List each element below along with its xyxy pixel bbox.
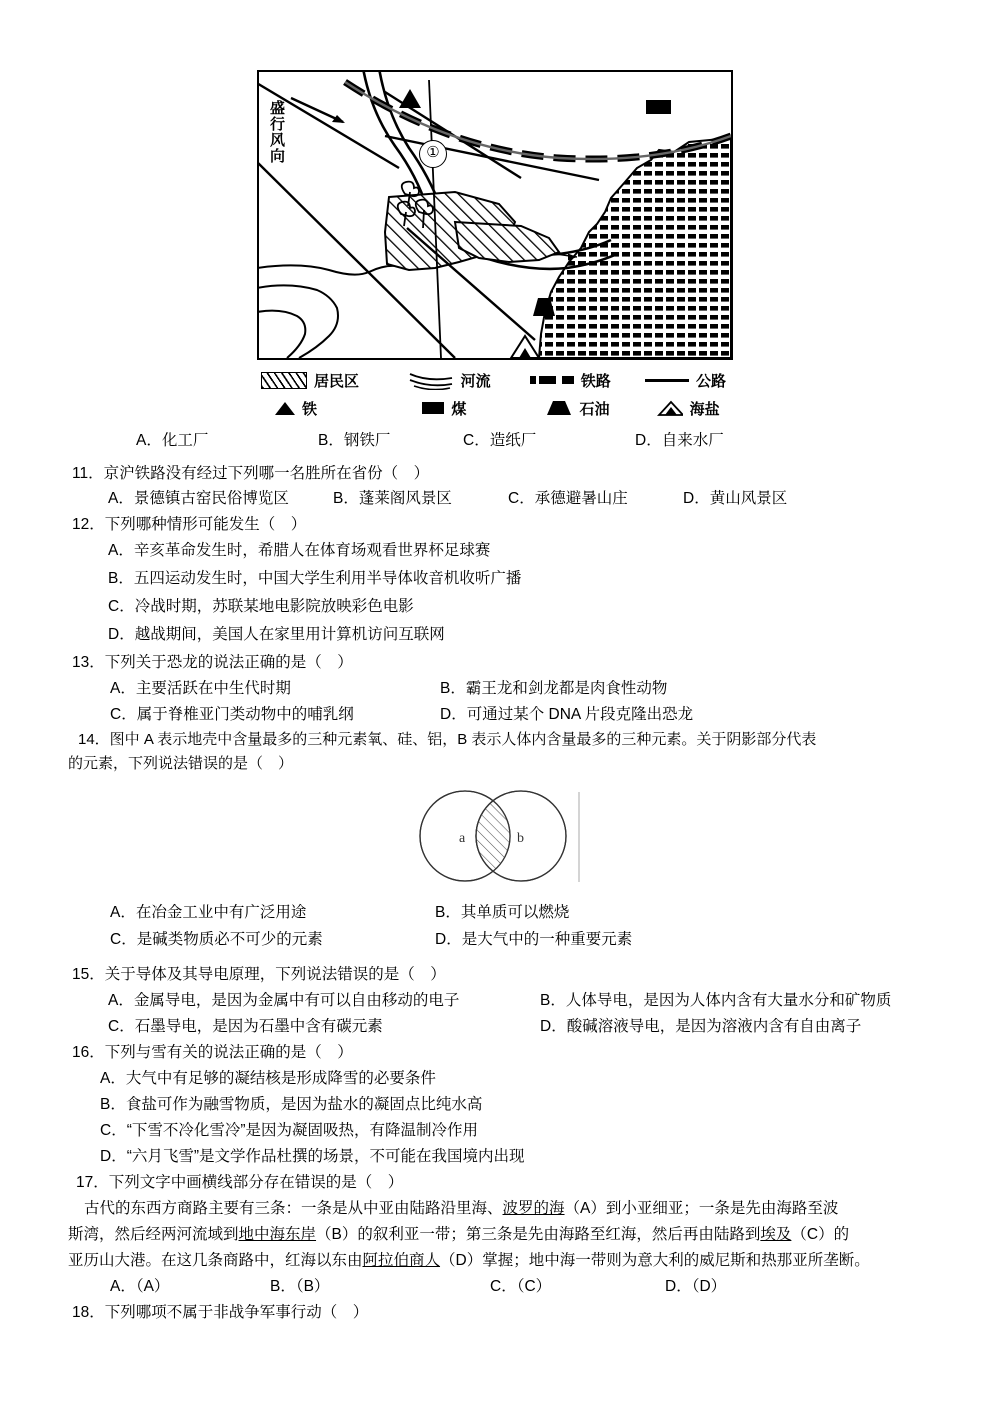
q14-stem-text-1: 14．图中 A 表示地壳中含量最多的三种元素氧、硅、铝，B 表示人体内含量最多的三种元素。关于阴影部分代表 [78,731,817,748]
q15-options-row1 [0,988,991,1010]
q11-option-b[interactable]: B．蓬莱阁风景区 [333,490,452,507]
legend-row-2 [257,394,733,422]
q18-stem [0,1300,991,1322]
q17-option-c[interactable]: C．（C） [490,1278,552,1295]
q15-options-row2 [0,1014,991,1036]
q10-option-a[interactable]: A．化工厂 [136,432,209,449]
legend-label: 居民区 [314,372,360,390]
q17-underline-a: 波罗的海 [502,1200,565,1217]
q11-option-d[interactable]: D．黄山风景区 [683,490,788,507]
q14-option-c[interactable]: C．是碱类物质必不可少的元素 [110,931,323,948]
solid-line-icon [645,379,689,382]
q14-option-b[interactable]: B．其单质可以燃烧 [435,904,570,921]
q14-options-row2 [0,927,991,949]
map-legend [257,366,733,422]
q13-options-row2 [0,702,991,724]
q10-option-d[interactable]: D．自来水厂 [635,432,724,449]
q11-options [0,486,991,508]
q12-stem-text: 12．下列哪种情形可能发生（ ） [72,516,307,533]
q17-text-p6: 亚历山大港。在这几条商路中，红海以东由 [68,1252,363,1269]
black-rect-icon [422,402,444,414]
q17-stem-text: 17．下列文字中画横线部分存在错误的是（ ） [76,1174,404,1191]
q13-options-row1 [0,676,991,698]
q17-text-p7: （D）掌握；地中海一带则为意大利的威尼斯和热那亚所垄断。 [440,1252,870,1269]
legend-residential [257,370,408,391]
trapezoid-icon [546,400,572,416]
legend-label: 石油 [579,400,610,418]
legend-label: 公路 [696,372,727,390]
map-figure [257,70,733,420]
legend-label: 铁路 [580,372,611,390]
legend-river [408,370,530,391]
legend-salt [647,398,733,419]
river-lines-icon [408,370,454,390]
q13-stem [0,650,991,672]
q13-option-a[interactable]: A．主要活跃在中生代时期 [110,680,291,697]
q10-option-b[interactable]: B．钢铁厂 [318,432,391,449]
venn-label-b: b [517,831,524,846]
q12-stem [0,512,991,534]
q13-stem-text: 13．下列关于恐龙的说法正确的是（ ） [72,654,353,671]
q14-options-row1 [0,900,991,922]
q17-text-p4: （B）的叙利亚一带；第三条是先由海路至红海，然后再由陆路到 [316,1226,761,1243]
q17-text-p2: （A）到小亚细亚；一条是先由海路至波 [564,1200,839,1217]
dashed-bar-icon [530,376,574,384]
q17-options [0,1274,991,1296]
q12-option-b[interactable]: B．五四运动发生时，中国大学生利用半导体收音机收听广播 [108,570,522,587]
legend-label: 煤 [451,400,467,418]
q17-paragraph-line-1 [0,1196,991,1218]
map-frame [257,70,733,360]
venn-label-a: a [459,831,466,846]
q16-option-b[interactable]: B．食盐可作为融雪物质，是因为盐水的凝固点比纯水高 [100,1096,483,1113]
q11-stem-text: 11．京沪铁路没有经过下列哪一名胜所在省份（ ） [72,465,430,482]
q17-text-p3: 斯湾，然后经两河流域到 [68,1226,239,1243]
q15-option-d[interactable]: D．酸碱溶液导电，是因为溶液内含有自由离子 [540,1018,862,1035]
legend-railway [530,370,645,391]
q17-underline-b: 地中海东岸 [238,1226,317,1243]
q17-option-b[interactable]: B．（B） [270,1278,330,1295]
q17-text-p5: （C）的 [791,1226,850,1243]
q17-underline-d: 阿拉伯商人 [362,1252,441,1269]
venn-drawing [393,786,593,886]
q17-option-a[interactable]: A．（A） [110,1278,170,1295]
q14-option-d[interactable]: D．是大气中的一种重要元素 [435,931,633,948]
q18-stem-text: 18．下列哪项不属于非战争军事行动（ ） [72,1304,369,1321]
q16-option-d[interactable]: D．“六月飞雪”是文学作品杜撰的场景，不可能在我国境内出现 [100,1148,525,1165]
q17-paragraph-line-2 [0,1222,991,1244]
salt-triangle-icon [657,400,683,416]
q15-option-b[interactable]: B．人体导电，是因为人体内含有大量水分和矿物质 [540,992,892,1009]
hatched-rect-icon [261,372,307,389]
q17-stem [0,1170,991,1192]
q15-option-c[interactable]: C．石墨导电，是因为石墨中含有碳元素 [108,1018,383,1035]
legend-row-1 [257,366,733,394]
q16-stem-text: 16．下列与雪有关的说法正确的是（ ） [72,1044,353,1061]
q11-option-c[interactable]: C．承德避暑山庄 [508,490,628,507]
legend-iron [257,398,402,419]
legend-oil [528,398,646,419]
q11-stem [0,461,991,483]
legend-label: 铁 [302,400,318,418]
q16-stem [0,1040,991,1062]
q14-stem-text-2: 的元素，下列说法错误的是（ ） [68,755,294,772]
q12-option-d[interactable]: D．越战期间，美国人在家里用计算机访问互联网 [108,626,445,643]
wind-arrow-icon [289,94,359,132]
q10-options [0,428,991,450]
legend-label: 河流 [460,372,491,390]
legend-coal [402,398,528,419]
q13-option-d[interactable]: D．可通过某个 DNA 片段克隆出恐龙 [440,706,694,723]
site-marker-1: ① [419,140,447,168]
prevailing-wind-label: 盛行风向 [268,100,285,164]
q15-option-a[interactable]: A．金属导电，是因为金属中有可以自由移动的电子 [108,992,460,1009]
q17-underline-c: 埃及 [760,1226,792,1243]
legend-label: 海盐 [689,400,720,418]
q15-stem-text: 15．关于导体及其导电原理，下列说法错误的是（ ） [72,966,446,983]
q12-option-c[interactable]: C．冷战时期，苏联某地电影院放映彩色电影 [108,598,414,615]
triangle-icon [275,402,295,415]
q13-option-c[interactable]: C．属于脊椎亚门类动物中的哺乳纲 [110,706,354,723]
q14-stem-line1 [0,728,991,749]
venn-figure [393,786,593,886]
q16-option-c[interactable]: C．“下雪不冷化雪冷”是因为凝固吸热，有降温制冷作用 [100,1122,479,1139]
q12-option-a[interactable]: A．辛亥革命发生时，希腊人在体育场观看世界杯足球赛 [108,542,491,559]
q17-text-p1: 古代的东西方商路主要有三条：一条是从中亚由陆路沿里海、 [84,1200,503,1217]
q13-option-b[interactable]: B．霸王龙和剑龙都是肉食性动物 [440,680,668,697]
q11-option-a[interactable]: A．景德镇古窑民俗博览区 [108,490,289,507]
q14-stem-line2 [0,752,991,773]
q10-option-c[interactable]: C．造纸厂 [463,432,537,449]
q17-paragraph-line-3 [0,1248,991,1270]
q15-stem [0,962,991,984]
q16-option-a[interactable]: A．大气中有足够的凝结核是形成降雪的必要条件 [100,1070,436,1087]
q17-option-d[interactable]: D．（D） [665,1278,727,1295]
q14-option-a[interactable]: A．在冶金工业中有广泛用途 [110,904,307,921]
legend-road [645,370,733,391]
